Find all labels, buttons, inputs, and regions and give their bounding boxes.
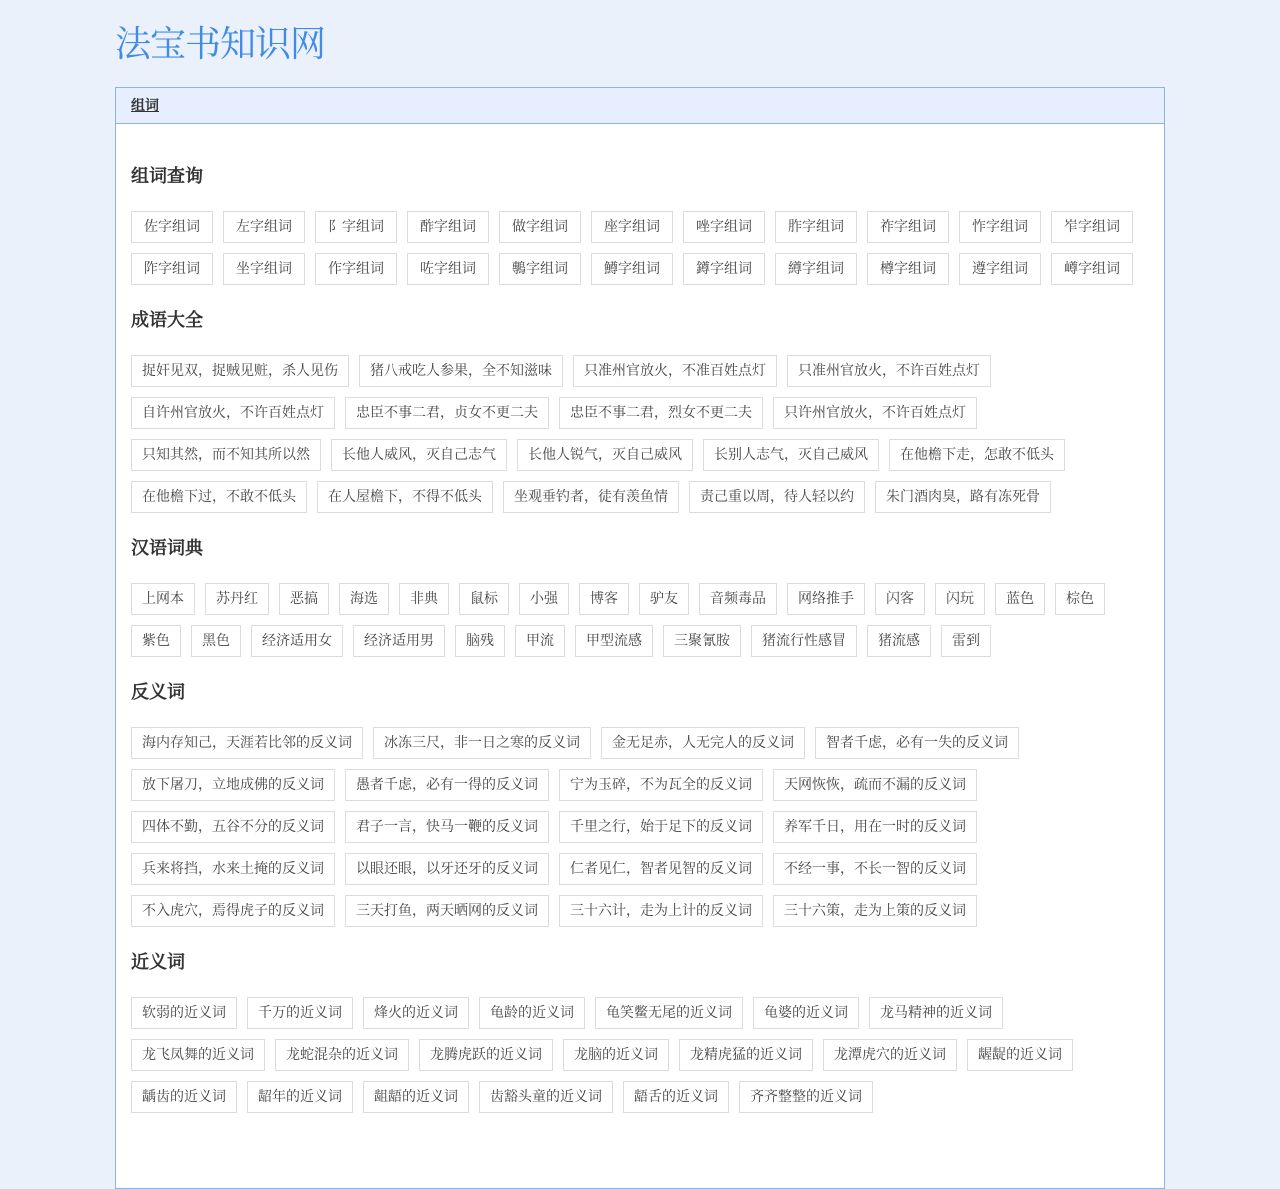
tag-list [131, 583, 1149, 667]
tag-link[interactable]: 龉舌的近义词 [623, 1081, 729, 1113]
tag-link[interactable]: 天网恢恢，疏而不漏的反义词 [773, 769, 977, 801]
main-panel [115, 87, 1165, 1189]
tag-list [131, 727, 1149, 937]
tag-link[interactable]: 闪玩 [935, 583, 985, 615]
tag-link[interactable]: 龙腾虎跃的近义词 [419, 1039, 553, 1071]
section [131, 537, 1149, 667]
section-title: 组词查询 [131, 166, 203, 187]
tag-link[interactable]: 长他人威风，灭自己志气 [331, 439, 507, 471]
tag-link[interactable]: 龙飞凤舞的近义词 [131, 1039, 265, 1071]
tag-link[interactable]: 座字组词 [591, 211, 673, 243]
tag-link[interactable]: 恶搞 [279, 583, 329, 615]
tag-link[interactable]: 海选 [339, 583, 389, 615]
tag-link[interactable]: 三聚氰胺 [663, 625, 741, 657]
tag-link[interactable]: 以眼还眼，以牙还牙的反义词 [345, 853, 549, 885]
section-title: 成语大全 [131, 310, 203, 331]
tag-link[interactable]: 龆年的近义词 [247, 1081, 353, 1113]
tag-link[interactable]: 胙字组词 [775, 211, 857, 243]
tag-link[interactable]: 在人屋檐下，不得不低头 [317, 481, 493, 513]
tag-link[interactable]: 樽字组词 [867, 253, 949, 285]
tag-link[interactable]: 只知其然，而不知其所以然 [131, 439, 321, 471]
tag-link[interactable]: 雷到 [941, 625, 991, 657]
tag-link[interactable]: 嶟字组词 [1051, 253, 1133, 285]
tag-link[interactable]: 鐏字组词 [683, 253, 765, 285]
tag-link[interactable]: 佐字组词 [131, 211, 213, 243]
tag-link[interactable]: 怍字组词 [959, 211, 1041, 243]
tag-link[interactable]: 放下屠刀，立地成佛的反义词 [131, 769, 335, 801]
tag-link[interactable]: 猪流行性感冒 [751, 625, 857, 657]
tag-link[interactable]: 坐观垂钓者，徒有羡鱼情 [503, 481, 679, 513]
tag-link[interactable]: 不经一事，不长一智的反义词 [773, 853, 977, 885]
tag-link[interactable]: 龌龊的近义词 [967, 1039, 1073, 1071]
tag-link[interactable]: 长他人锐气，灭自己威风 [517, 439, 693, 471]
tag-link[interactable]: 坐字组词 [223, 253, 305, 285]
tag-link[interactable]: 不入虎穴，焉得虎子的反义词 [131, 895, 335, 927]
tag-link[interactable]: 龃龉的近义词 [363, 1081, 469, 1113]
tag-link[interactable]: 博客 [579, 583, 629, 615]
tag-link[interactable]: 在他檐下走，怎敢不低头 [889, 439, 1065, 471]
tag-link[interactable]: 上网本 [131, 583, 195, 615]
tag-link[interactable]: 非典 [399, 583, 449, 615]
tag-link[interactable]: 唑字组词 [683, 211, 765, 243]
tag-link[interactable]: 忠臣不事二君，烈女不更二夫 [559, 397, 763, 429]
tag-list [131, 211, 1149, 295]
tag-list [131, 355, 1149, 523]
tag-link[interactable]: 蓝色 [995, 583, 1045, 615]
tag-link[interactable]: 鷒字组词 [499, 253, 581, 285]
tag-link[interactable]: 千里之行，始于足下的反义词 [559, 811, 763, 843]
tag-link[interactable]: 金无足赤，人无完人的反义词 [601, 727, 805, 759]
tag-list [131, 997, 1149, 1123]
tag-link[interactable]: 责己重以周，待人轻以约 [689, 481, 865, 513]
tag-link[interactable]: 软弱的近义词 [131, 997, 237, 1029]
tag-link[interactable]: 宁为玉碎，不为瓦全的反义词 [559, 769, 763, 801]
tag-link[interactable]: 千万的近义词 [247, 997, 353, 1029]
tag-link[interactable]: 三十六计，走为上计的反义词 [559, 895, 763, 927]
tag-link[interactable]: 苏丹红 [205, 583, 269, 615]
tag-link[interactable]: 音频毒品 [699, 583, 777, 615]
tag-link[interactable]: 猪流感 [867, 625, 931, 657]
tag-link[interactable]: 脑残 [455, 625, 505, 657]
site-title[interactable]: 法宝书知识网 [115, 24, 326, 65]
tag-link[interactable]: 忠臣不事二君，贞女不更二夫 [345, 397, 549, 429]
tag-link[interactable]: 养军千日，用在一时的反义词 [773, 811, 977, 843]
tag-link[interactable]: 捉奸见双，捉贼见赃，杀人见伤 [131, 355, 349, 387]
section [131, 681, 1149, 937]
tag-link[interactable]: 左字组词 [223, 211, 305, 243]
tag-link[interactable]: 冰冻三尺，非一日之寒的反义词 [373, 727, 591, 759]
section [131, 951, 1149, 1123]
tag-link[interactable]: 紫色 [131, 625, 181, 657]
tag-link[interactable]: 咗字组词 [407, 253, 489, 285]
tag-link[interactable]: 只许州官放火，不许百姓点灯 [773, 397, 977, 429]
panel-header [116, 88, 1164, 124]
tag-link[interactable]: 甲流 [515, 625, 565, 657]
tag-link[interactable]: 阝字组词 [315, 211, 397, 243]
tag-link[interactable]: 甲型流感 [575, 625, 653, 657]
tag-link[interactable]: 经济适用男 [353, 625, 445, 657]
tag-link[interactable]: 驴友 [639, 583, 689, 615]
tag-link[interactable]: 棕色 [1055, 583, 1105, 615]
tag-link[interactable]: 龟婆的近义词 [753, 997, 859, 1029]
tag-link[interactable]: 只准州官放火，不许百姓点灯 [787, 355, 991, 387]
tag-link[interactable]: 龟笑鳖无尾的近义词 [595, 997, 743, 1029]
tag-link[interactable]: 长别人志气，灭自己威风 [703, 439, 879, 471]
tag-link[interactable]: 龙精虎猛的近义词 [679, 1039, 813, 1071]
tag-link[interactable]: 做字组词 [499, 211, 581, 243]
tag-link[interactable]: 烽火的近义词 [363, 997, 469, 1029]
tag-link[interactable]: 闪客 [875, 583, 925, 615]
panel-header-link[interactable]: 组词 [131, 98, 159, 114]
tag-link[interactable]: 黑色 [191, 625, 241, 657]
section [131, 309, 1149, 523]
tag-link[interactable]: 龙脑的近义词 [563, 1039, 669, 1071]
tag-link[interactable]: 自许州官放火，不许百姓点灯 [131, 397, 335, 429]
tag-link[interactable]: 龙潭虎穴的近义词 [823, 1039, 957, 1071]
tag-link[interactable]: 兵来将挡，水来土掩的反义词 [131, 853, 335, 885]
tag-link[interactable]: 四体不勤，五谷不分的反义词 [131, 811, 335, 843]
tag-link[interactable]: 朱门酒肉臭，路有冻死骨 [875, 481, 1051, 513]
tag-link[interactable]: 祚字组词 [867, 211, 949, 243]
tag-link[interactable]: 在他檐下过，不敢不低头 [131, 481, 307, 513]
tag-link[interactable]: 龋齿的近义词 [131, 1081, 237, 1113]
tag-link[interactable]: 海内存知己，天涯若比邻的反义词 [131, 727, 363, 759]
tag-link[interactable]: 阼字组词 [131, 253, 213, 285]
tag-link[interactable]: 龙马精神的近义词 [869, 997, 1003, 1029]
panel-body [116, 124, 1164, 1123]
tag-link[interactable]: 岝字组词 [1051, 211, 1133, 243]
tag-link[interactable]: 愚者千虑，必有一得的反义词 [345, 769, 549, 801]
tag-link[interactable]: 龙蛇混杂的近义词 [275, 1039, 409, 1071]
tag-link[interactable]: 鼠标 [459, 583, 509, 615]
section-title: 近义词 [131, 952, 185, 973]
tag-link[interactable]: 只准州官放火，不准百姓点灯 [573, 355, 777, 387]
tag-link[interactable]: 经济适用女 [251, 625, 343, 657]
tag-link[interactable]: 作字组词 [315, 253, 397, 285]
tag-link[interactable]: 鱒字组词 [591, 253, 673, 285]
tag-link[interactable]: 齐齐整整的近义词 [739, 1081, 873, 1113]
tag-link[interactable]: 小强 [519, 583, 569, 615]
tag-link[interactable]: 君子一言，快马一鞭的反义词 [345, 811, 549, 843]
tag-link[interactable]: 遵字组词 [959, 253, 1041, 285]
tag-link[interactable]: 龟龄的近义词 [479, 997, 585, 1029]
tag-link[interactable]: 猪八戒吃人参果，全不知滋味 [359, 355, 563, 387]
section-title: 汉语词典 [131, 538, 203, 559]
section [131, 165, 1149, 295]
tag-link[interactable]: 仁者见仁，智者见智的反义词 [559, 853, 763, 885]
tag-link[interactable]: 酢字组词 [407, 211, 489, 243]
tag-link[interactable]: 三天打鱼，两天晒网的反义词 [345, 895, 549, 927]
tag-link[interactable]: 网络推手 [787, 583, 865, 615]
section-title: 反义词 [131, 682, 185, 703]
tag-link[interactable]: 齿豁头童的近义词 [479, 1081, 613, 1113]
tag-link[interactable]: 三十六策，走为上策的反义词 [773, 895, 977, 927]
tag-link[interactable]: 智者千虑，必有一失的反义词 [815, 727, 1019, 759]
tag-link[interactable]: 繜字组词 [775, 253, 857, 285]
